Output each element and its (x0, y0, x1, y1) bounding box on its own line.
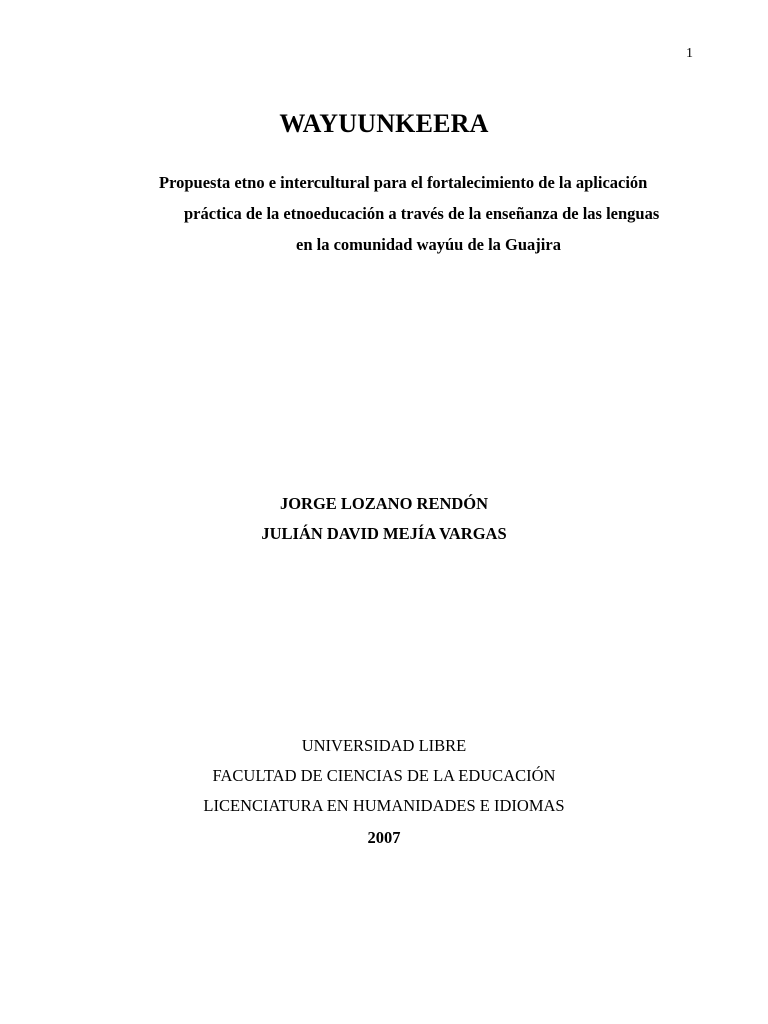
page-number: 1 (686, 46, 693, 61)
author-name-2: JULIÁN DAVID MEJÍA VARGAS (261, 524, 507, 543)
program-name: LICENCIATURA EN HUMANIDADES E IDIOMAS (203, 796, 565, 815)
university-name: UNIVERSIDAD LIBRE (301, 736, 467, 755)
subtitle-line-2: práctica de la etnoeducación a través de la enseñanza de las lenguas (184, 204, 660, 223)
document-title: WAYUUNKEERA (279, 109, 489, 138)
publication-year: 2007 (367, 828, 401, 847)
subtitle-line-3: en la comunidad wayúu de la Guajira (296, 235, 561, 254)
author-name-1: JORGE LOZANO RENDÓN (279, 494, 489, 513)
faculty-name: FACULTAD DE CIENCIAS DE LA EDUCACIÓN (212, 766, 556, 785)
subtitle-line-1: Propuesta etno e intercultural para el fortalecimiento de la aplicación (159, 173, 648, 192)
